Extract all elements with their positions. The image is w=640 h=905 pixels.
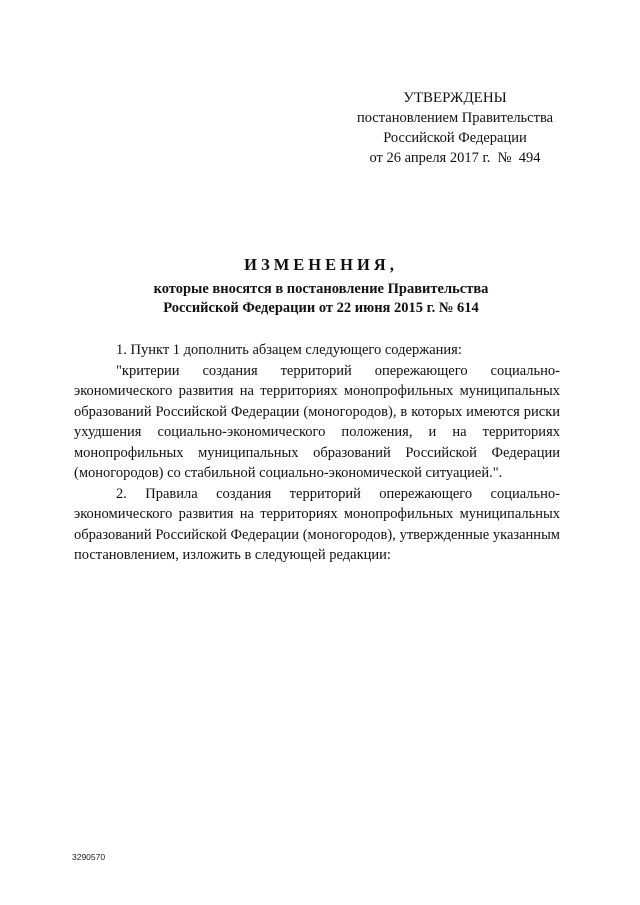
approval-line-government: Российской Федерации — [383, 130, 527, 146]
heading-subtitle — [80, 280, 562, 318]
document-body — [74, 340, 560, 566]
paragraph-item-2: 2. Правила создания территорий опережающего социально-экономического развития на территориях монопрофильных муниципальных образований Российской Федерации (моногородов), утвержденные указанным постановлением, изложить в следующей редакции: — [74, 485, 560, 563]
approval-title: УТВЕРЖДЕНЫ — [403, 90, 507, 106]
approval-line-resolution: постановлением Правительства — [356, 110, 554, 126]
heading-subtitle-line-1: которые вносятся в постановление Правительства — [153, 281, 489, 297]
paragraph-item-1: 1. Пункт 1 дополнить абзацем следующего содержания: — [116, 342, 462, 358]
footer-document-code: 3290570 — [72, 852, 106, 862]
approval-line-date-number: от 26 апреля 2017 г. № 494 — [369, 150, 541, 166]
approval-block — [340, 88, 570, 168]
document-heading — [80, 254, 562, 318]
paragraph-quoted-criteria: "критерии создания территорий опережающего социально-экономического развития на территориях монопрофильных муниципальных образований Российской Федерации (моногородов), в которых имеются риски ухудшения социально-экономического положения, и на территориях монопрофильных муниципальных образований Российской Федерации (моногородов) со стабильной социально-экономической ситуацией.". — [74, 362, 560, 481]
heading-subtitle-line-2: Российской Федерации от 22 июня 2015 г. № 614 — [163, 300, 479, 316]
heading-title: ИЗМЕНЕНИЯ, — [244, 255, 398, 274]
